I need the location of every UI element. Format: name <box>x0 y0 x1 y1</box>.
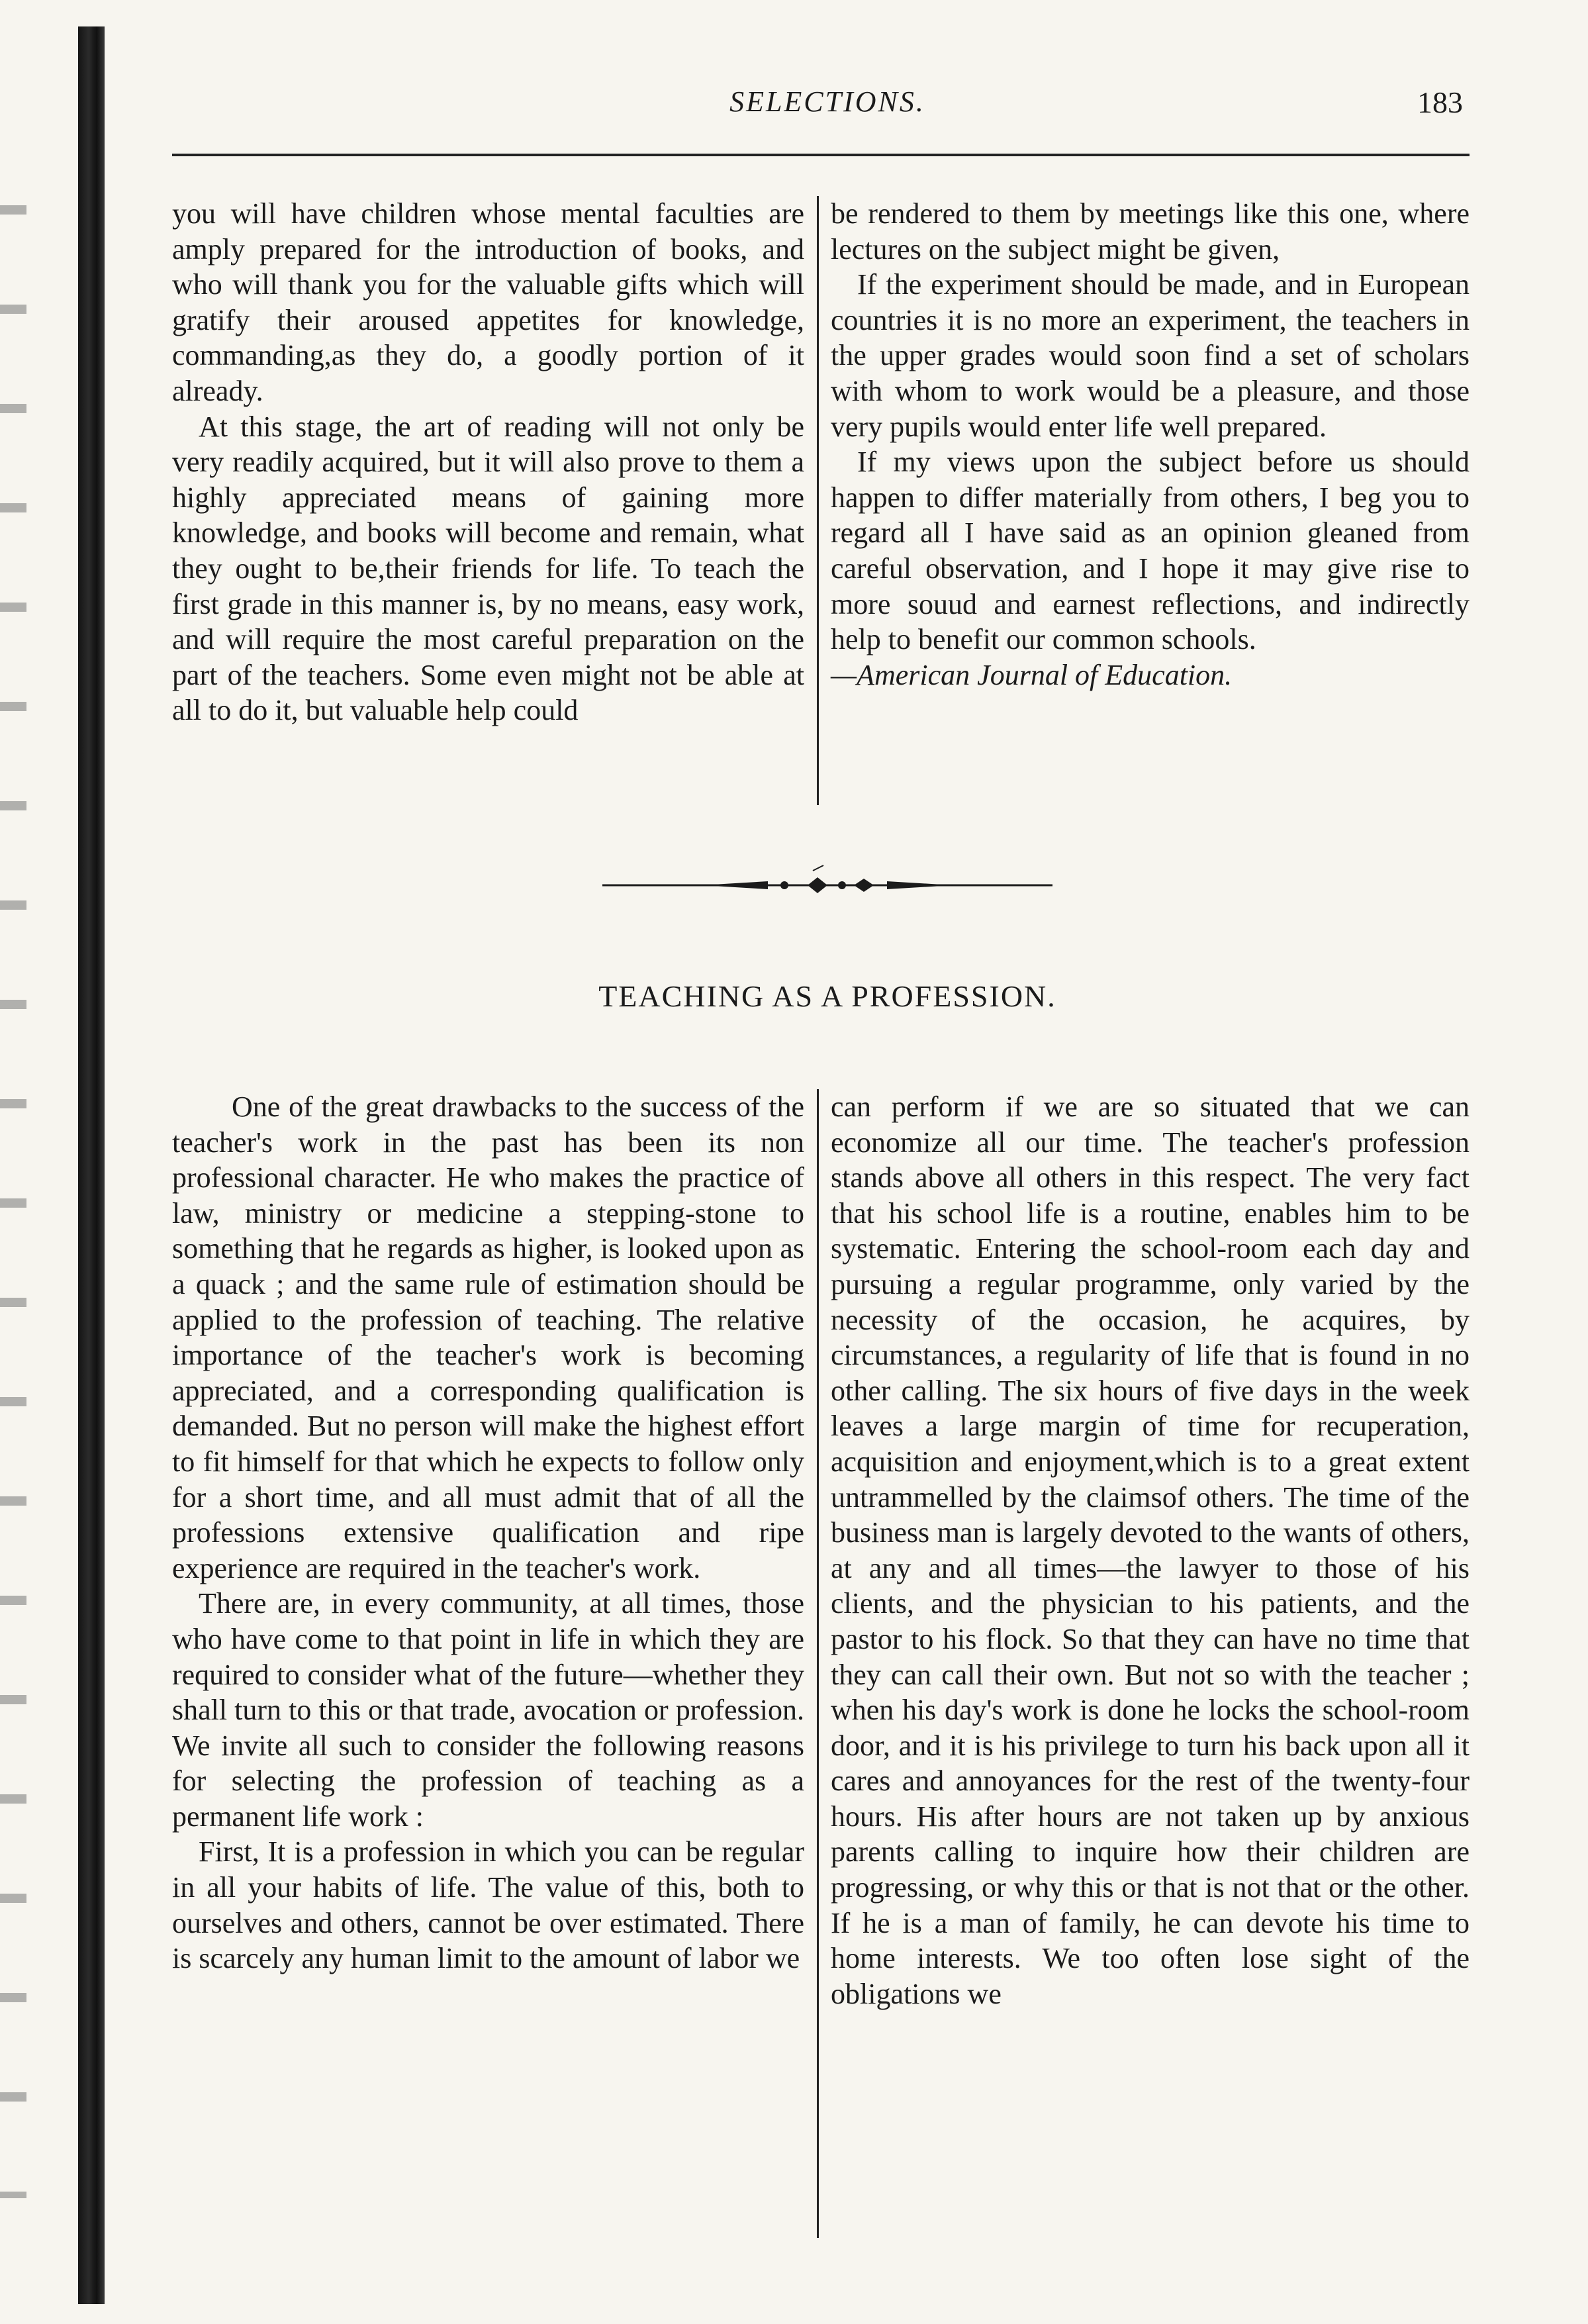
paragraph: you will have children whose mental faculties are amply prepared for the introduction of books, and who will thank you for the valuable gifts which will gratify their aroused appetites for knowledge, commanding,as they do, a goodly portion of it already. <box>172 197 804 407</box>
column-divider <box>817 1089 819 2238</box>
page <box>165 0 1489 2324</box>
paragraph: be rendered to them by meetings like this one, where lectures on the subject might be given, <box>831 197 1470 266</box>
article-left-column <box>172 1089 804 1976</box>
paragraph: If the experiment should be made, and in European countries it is no more an experiment, the teachers in the upper grades would soon find a set of scholars with whom to work would be a pleasure, and those very pupils would enter life well prepared. <box>831 268 1470 443</box>
book-binding-edge <box>78 26 105 2304</box>
running-head <box>165 85 1489 131</box>
running-title: SELECTIONS. <box>729 85 925 118</box>
article-title: TEACHING AS A PROFESSION. <box>598 979 1056 1013</box>
header-rule <box>172 154 1470 156</box>
paragraph: One of the great drawbacks to the success of the teacher's work in the past has been its non professional character. He who makes the practice of law, ministry or medicine a stepping-stone to something that he regards as higher, is looked upon as a quack ; and the same rule of estimation should be applied to the profession of teaching. The relative importance of the teacher's work is becoming appreciated, and a corresponding qualification is demanded. But no person will make the highest effort to fit himself for that which he expects to follow only for a short time, and all must admit that of all the professions extensive qualification and ripe experience are required in the teacher's work. <box>172 1090 804 1584</box>
source-citation: —American Journal of Education. <box>831 658 1233 691</box>
article-right-column <box>831 1089 1470 2011</box>
selection-right-column <box>831 196 1470 693</box>
page-number: 183 <box>1417 85 1463 119</box>
paragraph: can perform if we are so situated that we can economize all our time. The teacher's profession stands above all others in this respect. The very fact that his school life is a routine, enables him to be systematic. Entering the school-room each day and pursuing a regular programme, only varied by the necessity of the occasion, he acquires, by circumstances, a regularity of life that is found in no other calling. The six hours of five days in the week leaves a large margin of time for recuperation, acquisition and enjoyment,which is to a great extent untrammelled by the claimsof others. The time of the business man is largely devoted to the wants of others, at any and all times—the lawyer to those of his clients, and the physician to his patients, and the pastor to his flock. So that they can have no time that they can call their own. But not so with the teacher ; when his day's work is done he locks the school-room door, and it is his privilege to turn his back upon all it cares and annoyances for the rest of the twenty-four hours. His after hours are not taken up by anxious parents calling to inquire how their children are progressing, or why this or that is not that or the other. If he is a man of family, he can devote his time to home interests. We too often lose sight of the obligations we <box>831 1090 1470 2010</box>
paragraph: At this stage, the art of reading will not only be very readily acquired, but it will also prove to them a highly appreciated means of gaining more knowledge, and books will become and remain, what they ought to be,their friends for life. To teach the first grade in this manner is, by no means, easy work, and will require the most careful preparation on the part of the teachers. Some even might not be able at all to do it, but valuable help could <box>172 410 804 727</box>
paragraph: First, It is a profession in which you can be regular in all your habits of life. The value of this, both to ourselves and others, cannot be over estimated. There is scarcely any human limit to the amount of labor we <box>172 1835 804 1975</box>
paragraph: There are, in every community, at all times, those who have come to that point in life in which they are required to consider what of the future—whether they shall turn to this or that trade, avocation or profession. We invite all such to consider the following reasons for selecting the profession of teaching as a permanent life work : <box>172 1587 804 1833</box>
column-divider <box>817 196 819 805</box>
margin-marks <box>0 146 26 2198</box>
section-ornament <box>602 864 1052 904</box>
paragraph: If my views upon the subject before us should happen to differ materially from others, I beg you to regard all I have said as an opinion gleaned from careful observation, and I hope it may give rise to more souud and earnest reflections, and indirectly help to benefit our common schools. <box>831 446 1470 656</box>
selection-left-column <box>172 196 804 728</box>
